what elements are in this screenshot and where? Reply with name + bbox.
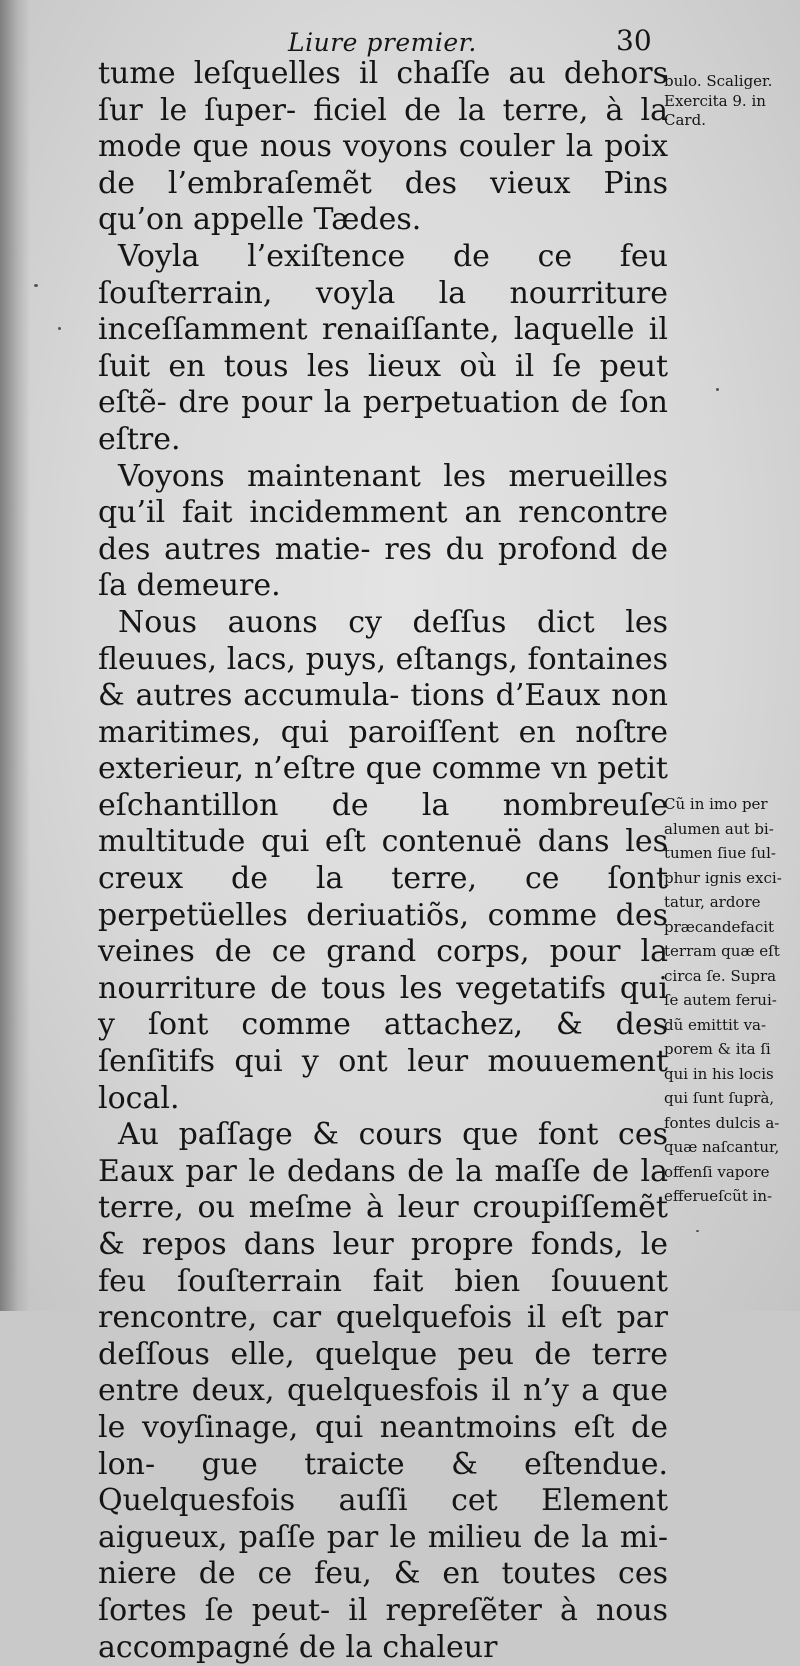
margin-note-line: ſe autem ferui- [664, 991, 777, 1009]
margin-note-line: tatur, ardore [664, 893, 761, 911]
paragraph-3: Voyons maintenant les merueilles qu’il fait incidemment an rencontre des autres matie- res du profond de ſa demeure. [98, 458, 668, 604]
paper-speck [34, 284, 38, 287]
margin-note-line: Card. [664, 111, 706, 130]
margin-note-latin [664, 792, 794, 1209]
margin-note-line: qui ſunt ſuprà, [664, 1089, 775, 1107]
margin-note-line: tumen ſiue ſul- [664, 844, 776, 862]
margin-note-line: terram quæ eſt [664, 942, 780, 960]
margin-note-scaliger [664, 72, 794, 131]
margin-note-line: qui in his locis [664, 1064, 774, 1083]
margin-note-line: circa ſe. Supra [664, 966, 777, 985]
paper-speck [716, 388, 719, 391]
margin-note-line: phur ignis exci- [664, 868, 782, 887]
margin-note-line: offenſi vapore [664, 1162, 770, 1181]
paragraph-1: tume leſquelles il chaſſe au dehors ſur le ſuper- ficiel de la terre, à la mode que nous voyons couler la poix de l’embraſemẽt des vieux Pins qu’on appelle Tædes. [98, 56, 668, 238]
main-text-block [98, 56, 668, 1666]
margin-note-line: Cũ in imo per [664, 795, 768, 813]
paragraph-5: Au paſſage & cours que font ces Eaux par le dedans de la maſſe de la terre, ou meſme à leur croupiſſemẽt & repos dans leur propre fonds, le feu ſouſterrain fait bien ſouuent rencontre, car quelquefois il eſt par deſſous elle, quelque peu de terre entre deux, quelquesfois il n’y a que le voyſinage, qui neantmoins eſt de lon- gue traicte & eſtendue. Quelquesfois auſſi cet Element aigueux, paſſe par le milieu de la mi- niere de ce feu, & en toutes ces ſortes ſe peut- il repreſẽter à nous accompagné de la chaleur [98, 1117, 668, 1665]
running-title: Liure premier. [288, 28, 477, 57]
margin-note-line: quæ naſcantur, [664, 1138, 780, 1156]
margin-note-line: dũ emittit va- [664, 1015, 767, 1034]
margin-note-line: porem & ita ſi [664, 1040, 771, 1058]
paper-speck [58, 327, 61, 330]
margin-note-line: bulo. Scaliger. [664, 72, 773, 90]
page-gutter-shadow [0, 0, 30, 1311]
margin-note-line: efferueſcũt in- [664, 1187, 773, 1205]
paper-speck [696, 1230, 699, 1232]
page-number: 30 [616, 24, 652, 57]
margin-note-line: prӕcandefacit [664, 917, 775, 936]
paragraph-4: Nous auons cy deſſus dict les fleuues, lacs, puys, eſtangs, fontaines & autres accumula- tions d’Eaux non maritimes, qui paroiſſent en noſtre exterieur, n’eſtre que comme vn petit eſchantillon de la nombreuſe multitude qui eſt contenuë dans les creux de la terre, ce ſont perpetüelles deriuatiõs, comme des veines de ce grand corps, pour la nourriture de tous les vegetatifs qui y ſont comme attachez, & des ſenſitifs qui y ont leur mouuement local. [98, 604, 668, 1116]
margin-note-line: Exercita 9. in [664, 91, 766, 110]
margin-note-line: fontes dulcis a- [664, 1113, 780, 1132]
margin-note-line: alumen aut bi- [664, 819, 774, 838]
paragraph-2: Voyla l’exiſtence de ce feu ſouſterrain, voyla la nourriture inceſſamment renaiſſante, laquelle il ſuit en tous les lieux où il ſe peut eſtẽ- dre pour la perpetuation de ſon eſtre. [98, 238, 668, 457]
